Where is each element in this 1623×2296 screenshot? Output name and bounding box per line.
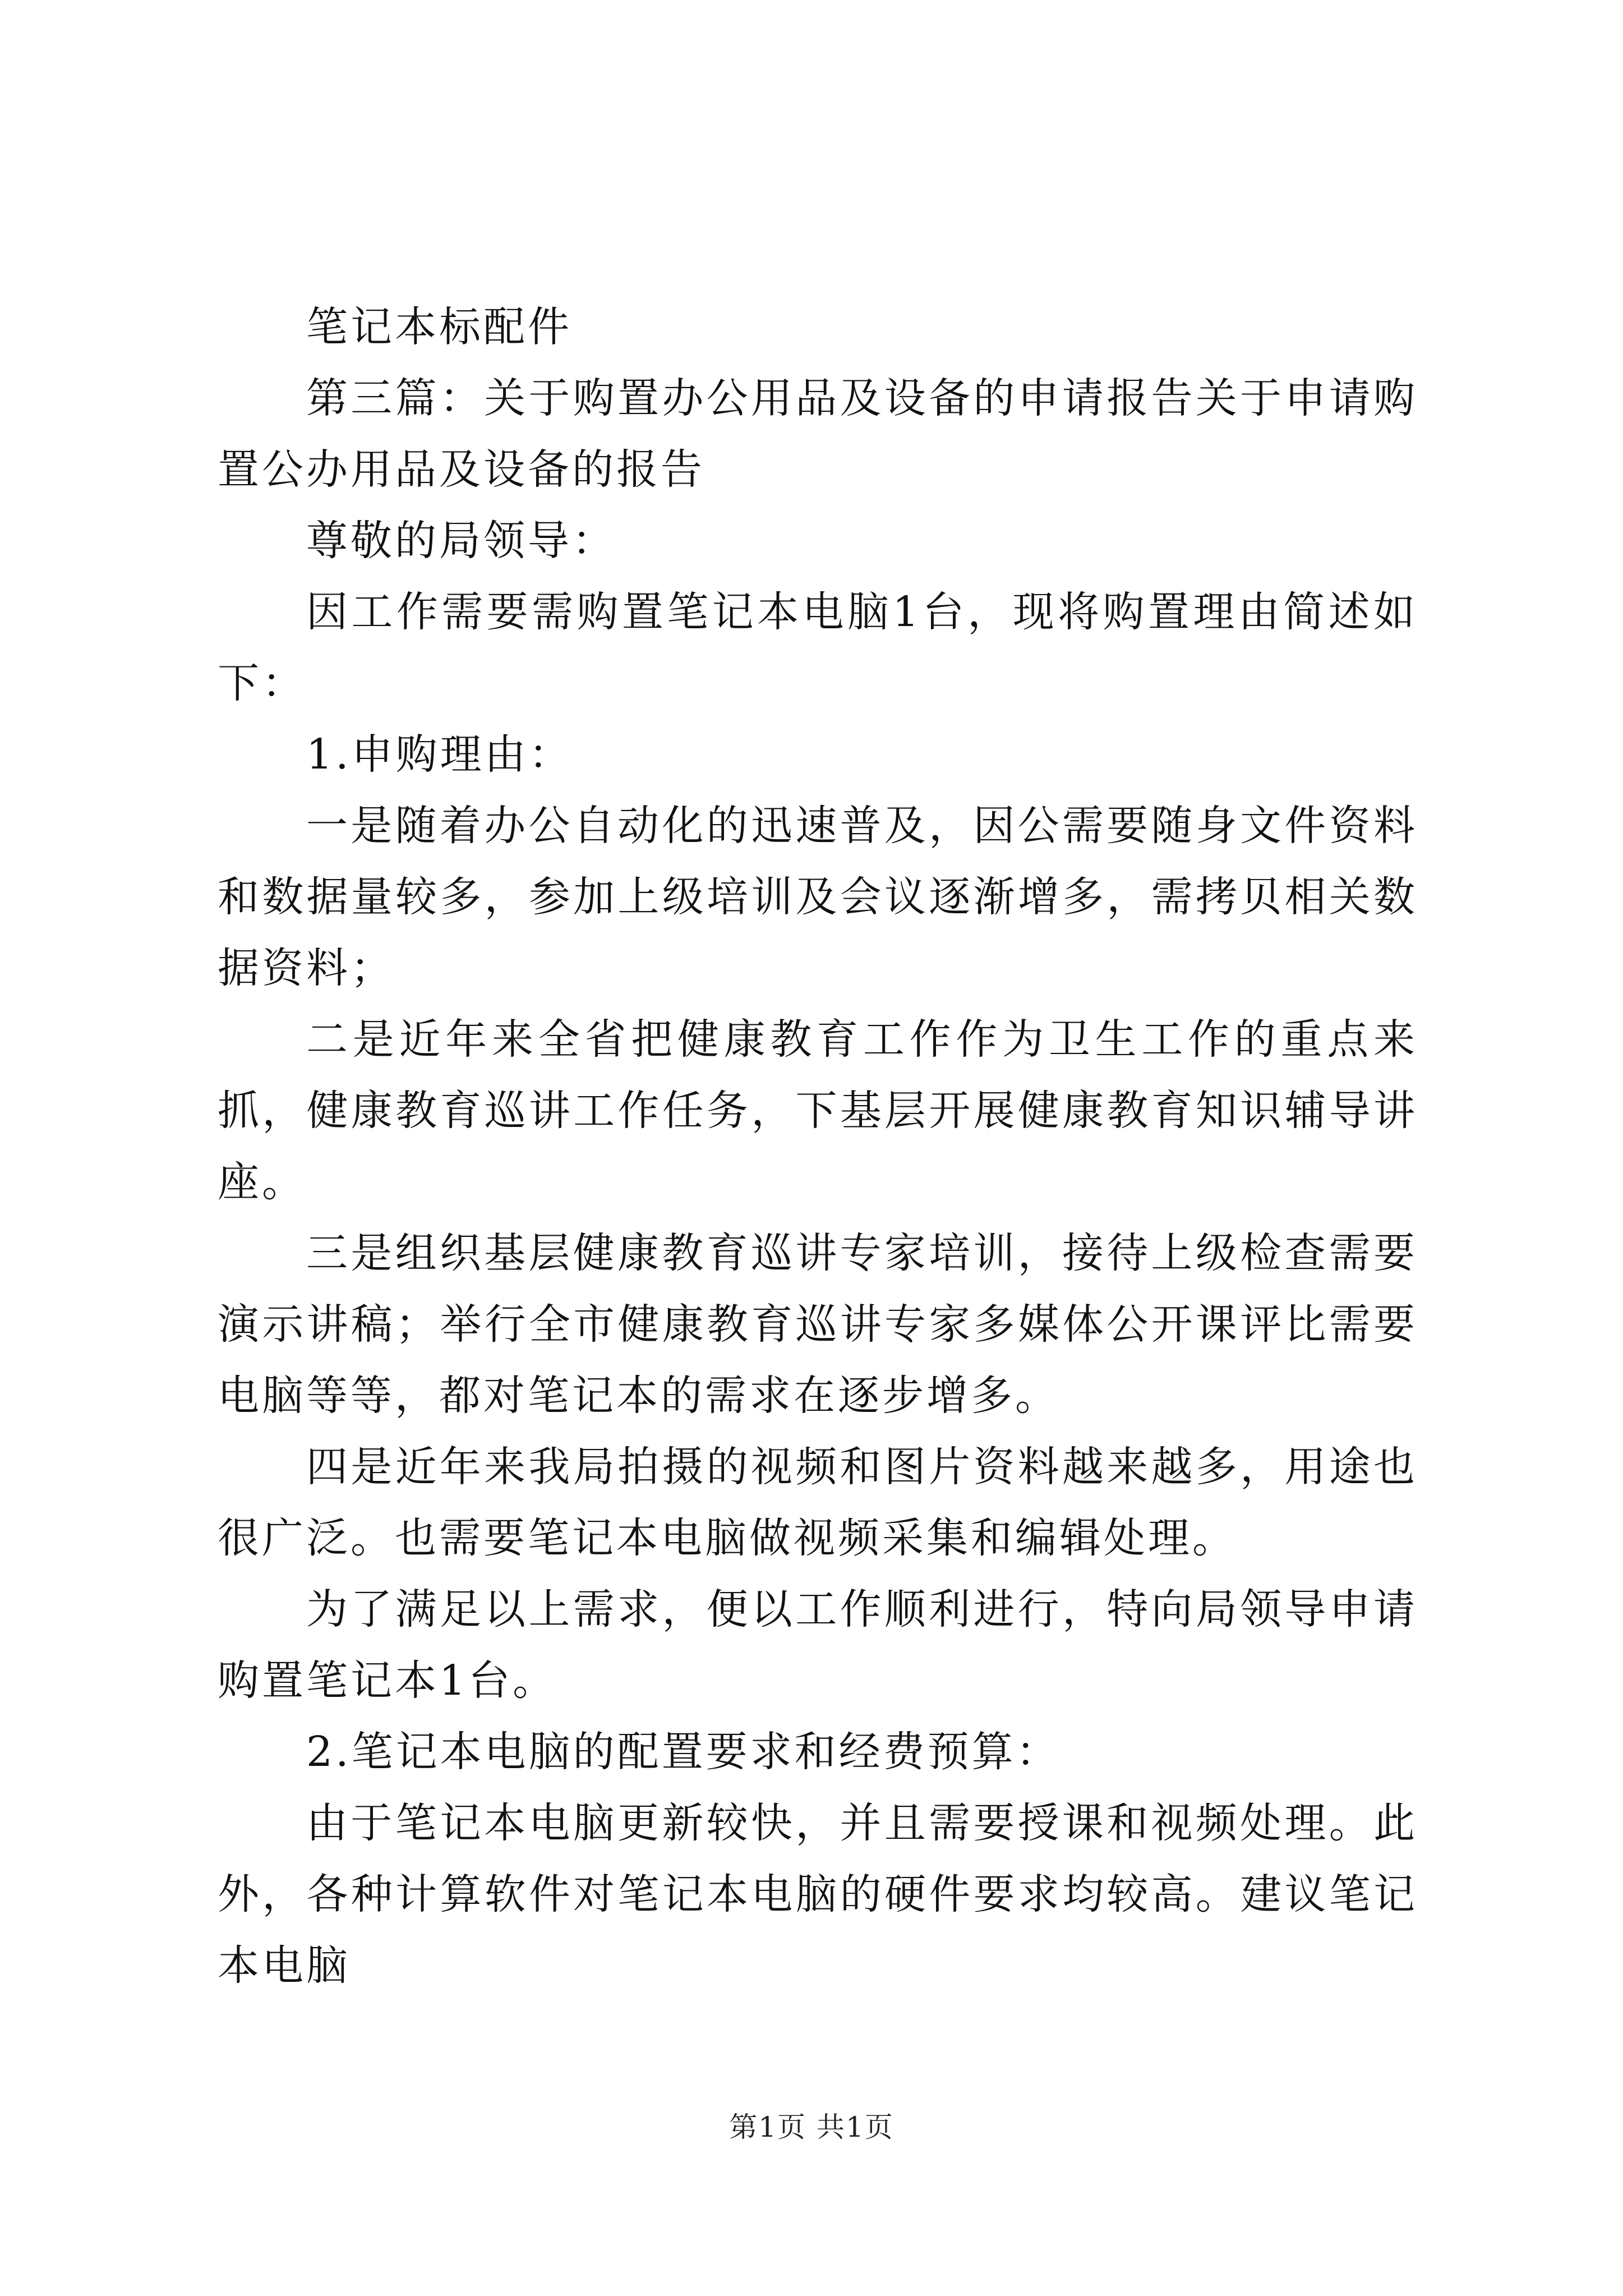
reason-three-paragraph: 三是组织基层健康教育巡讲专家培训，接待上级检查需要演示讲稿；举行全市健康教育巡讲专家多媒体公开课评比需要电脑等等，都对笔记本的需求在逐步增多。 xyxy=(218,1229,1418,1420)
request-paragraph: 为了满足以上需求，便以工作顺利进行，特向局领导申请购置笔记本1台。 xyxy=(218,1585,1418,1705)
intro-paragraph: 因工作需要需购置笔记本电脑1台，现将购置理由简述如下： xyxy=(218,588,1418,707)
section-title-paragraph: 第三篇：关于购置办公用品及设备的申请报告关于申请购置公办用品及设备的报告 xyxy=(218,374,1418,494)
reason-heading-paragraph: 1.申购理由： xyxy=(306,730,573,779)
reason-two-paragraph: 二是近年来全省把健康教育工作作为卫生工作的重点来抓，健康教育巡讲工作任务，下基层开展健康教育知识辅导讲座。 xyxy=(218,1015,1418,1206)
reason-four-paragraph: 四是近年来我局拍摄的视频和图片资料越来越多，用途也很广泛。也需要笔记本电脑做视频采集和编辑处理。 xyxy=(218,1443,1418,1562)
heading-paragraph: 笔记本标配件 xyxy=(306,303,572,351)
config-detail-paragraph: 由于笔记本电脑更新较快，并且需要授课和视频处理。此外，各种计算软件对笔记本电脑的硬件要求均较高。建议笔记本电脑 xyxy=(218,1799,1418,1990)
reason-one-paragraph: 一是随着办公自动化的迅速普及，因公需要随身文件资料和数据量较多，参加上级培训及会议逐渐增多，需拷贝相关数据资料； xyxy=(218,802,1418,992)
document-body xyxy=(218,292,1418,2001)
config-heading-paragraph: 2.笔记本电脑的配置要求和经费预算： xyxy=(306,1728,1061,1776)
page-number-label: 第1页 共1页 xyxy=(729,2111,894,2143)
page-footer xyxy=(0,2110,1623,2144)
salutation-paragraph: 尊敬的局领导： xyxy=(306,517,616,565)
